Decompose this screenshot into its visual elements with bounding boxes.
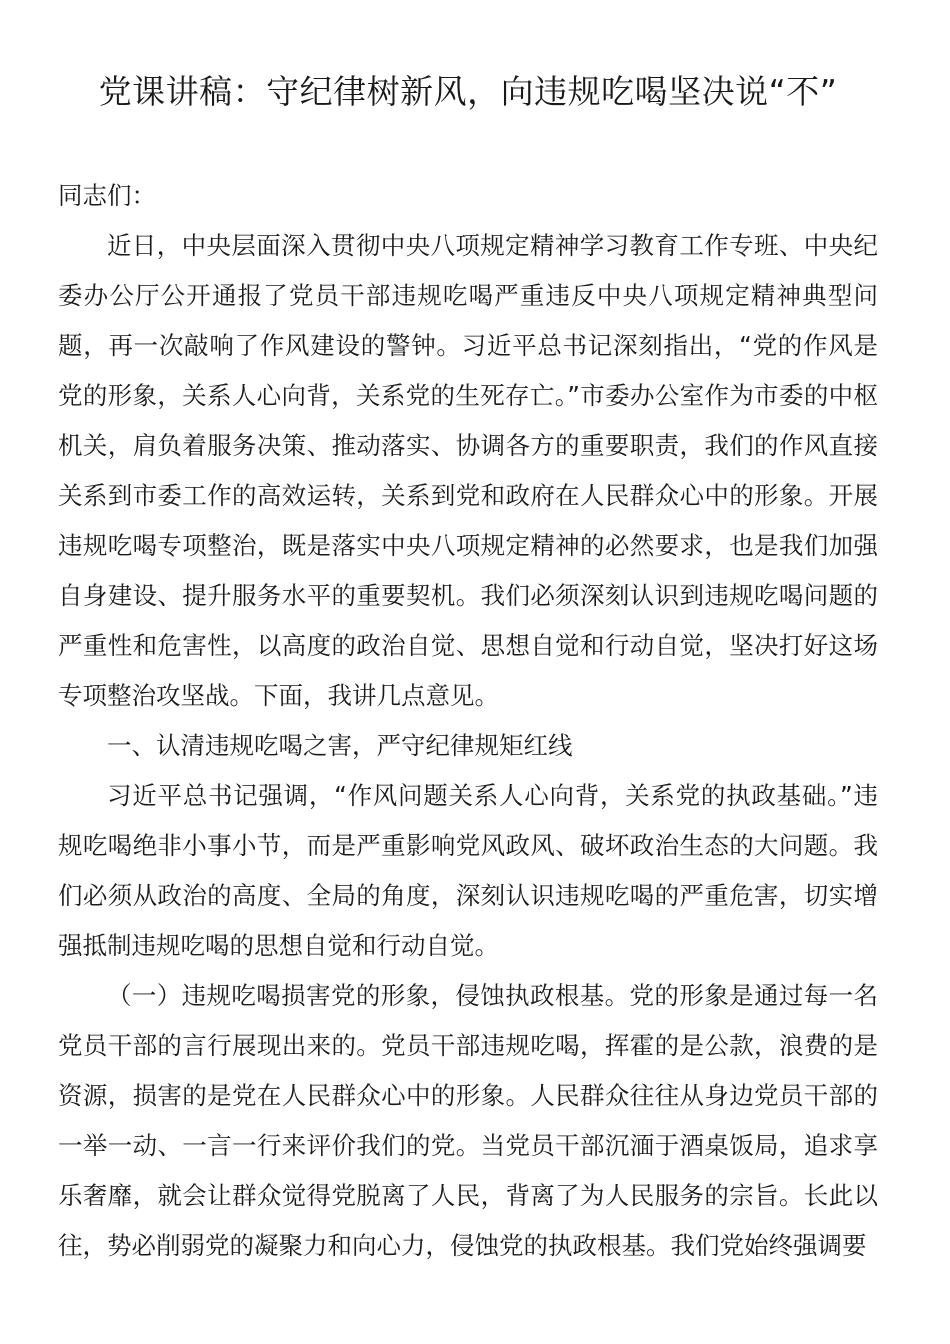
salutation: 同志们： bbox=[58, 181, 156, 210]
paragraph-section1-intro: 习近平总书记强调，“作风问题关系人心向背，关系党的执政基础。”违规吃喝绝非小事小节，而是严重影响党风政风、破坏政治生态的大问题。我们必须从政治的高度、全局的角度，深刻认识违规吃喝的严重危害，切实增强抵制违规吃喝的思想自觉和行动自觉。 bbox=[58, 781, 878, 960]
document-title: 党课讲稿：守纪律树新风，向违规吃喝坚决说“不” bbox=[98, 72, 838, 111]
paragraph-section1-sub1: （一）违规吃喝损害党的形象，侵蚀执政根基。党的形象是通过每一名党员干部的言行展现出来的。党员干部违规吃喝，挥霍的是公款，浪费的是资源，损害的是党在人民群众心中的形象。人民群众往往从身边党员干部的一举一动、一言一行来评价我们的党。当党员干部沉湎于酒桌饭局，追求享乐奢靡，就会让群众觉得党脱离了人民，背离了为人民服务的宗旨。长此以往，势必削弱党的凝聚力和向心力，侵蚀党的执政根基。我们党始终强调要 bbox=[58, 981, 878, 1260]
section-heading-1: 一、认清违规吃喝之害，严守纪律规矩红线 bbox=[107, 731, 573, 760]
paragraph-intro: 近日，中央层面深入贯彻中央八项规定精神学习教育工作专班、中央纪委办公厅公开通报了党员干部违规吃喝严重违反中央八项规定精神典型问题，再一次敲响了作风建设的警钟。习近平总书记深刻指出，“党的作风是党的形象，关系人心向背，关系党的生死存亡。”市委办公室作为市委的中枢机关，肩负着服务决策、推动落实、协调各方的重要职责，我们的作风直接关系到市委工作的高效运转，关系到党和政府在人民群众心中的形象。开展违规吃喝专项整治，既是落实中央八项规定精神的必然要求，也是我们加强自身建设、提升服务水平的重要契机。我们必须深刻认识到违规吃喝问题的严重性和危害性，以高度的政治自觉、思想自觉和行动自觉，坚决打好这场专项整治攻坚战。下面，我讲几点意见。 bbox=[58, 231, 878, 710]
